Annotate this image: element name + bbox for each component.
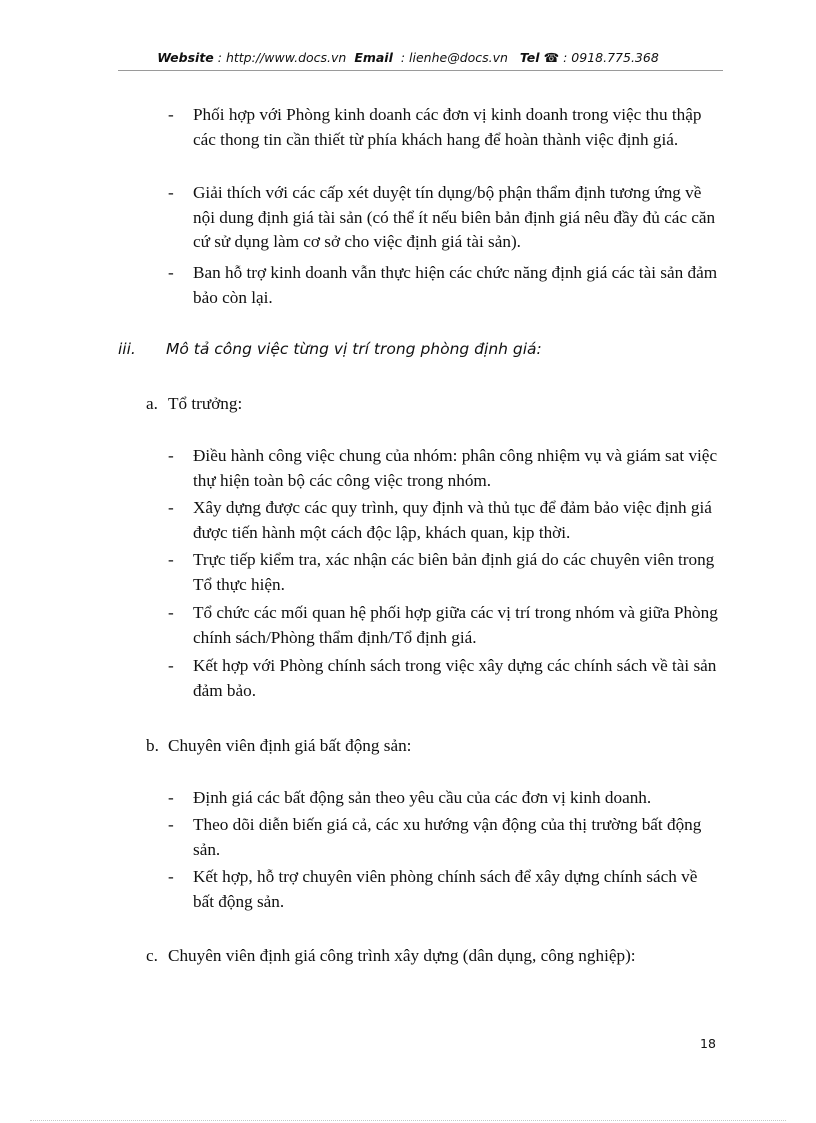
- list-item-text: Phối hợp với Phòng kinh doanh các đơn vị kinh doanh trong việc thu thập các thong tin cần thiết từ phía khách hang để hoàn thành việc định giá.: [193, 105, 702, 149]
- bullet-dash: -: [168, 815, 174, 834]
- list-item-text: Định giá các bất động sản theo yêu cầu của các đơn vị kinh doanh.: [193, 788, 652, 807]
- phone-icon: ☎: [543, 50, 560, 65]
- list-item: [168, 444, 721, 493]
- header-divider: [118, 70, 723, 71]
- section-heading: [118, 340, 542, 358]
- bullet-dash: -: [168, 656, 174, 675]
- page-number: 18: [700, 1036, 716, 1051]
- website-label: Website: [157, 50, 214, 65]
- list-item: [168, 813, 721, 862]
- bullet-dash: -: [168, 867, 174, 886]
- list-item-text: Xây dựng được các quy trình, quy định và thủ tục để đảm bảo việc định giá được tiến hành một cách độc lập, khách quan, kịp thời.: [193, 498, 712, 542]
- email-label: Email: [354, 50, 393, 65]
- bullet-dash: -: [168, 788, 174, 807]
- subsection-title: Chuyên viên định giá công trình xây dựng (dân dụng, công nghiệp):: [168, 946, 636, 965]
- list-item: [168, 261, 721, 310]
- tel-label: Tel: [519, 50, 540, 65]
- list-item: [168, 654, 721, 703]
- list-item: [168, 103, 721, 152]
- section-number: iii.: [118, 340, 136, 358]
- bullet-dash: -: [168, 263, 174, 282]
- list-item: [168, 865, 721, 914]
- footer-divider: [30, 1120, 786, 1121]
- subsection-letter: c.: [146, 946, 158, 965]
- subsection-letter: b.: [146, 736, 159, 755]
- subsection-heading-a: [146, 392, 242, 417]
- list-item: [168, 601, 721, 650]
- bullet-dash: -: [168, 446, 174, 465]
- list-item-text: Ban hỗ trợ kinh doanh vẫn thực hiện các chức năng định giá các tài sản đảm bảo còn lại.: [193, 263, 718, 307]
- list-item: [168, 496, 721, 545]
- subsection-title: Tổ trưởng:: [168, 394, 243, 413]
- list-item-text: Kết hợp, hỗ trợ chuyên viên phòng chính sách để xây dựng chính sách về bất động sản.: [193, 867, 698, 911]
- bullet-dash: -: [168, 498, 174, 517]
- bullet-dash: -: [168, 603, 174, 622]
- list-item-text: Theo dõi diễn biến giá cả, các xu hướng vận động của thị trường bất động sản.: [193, 815, 702, 859]
- bullet-dash: -: [168, 183, 174, 202]
- list-item: [168, 181, 721, 255]
- subsection-title: Chuyên viên định giá bất động sản:: [168, 736, 412, 755]
- bullet-dash: -: [168, 550, 174, 569]
- bullet-dash: -: [168, 105, 174, 124]
- subsection-letter: a.: [146, 394, 158, 413]
- list-item-text: Giải thích với các cấp xét duyệt tín dụng/bộ phận thẩm định tương ứng về nội dung định giá tài sản (có thể ít nếu biên bản định giá nêu đầy đủ các căn cứ sử dụng làm cơ sở cho việc định giá tài sản).: [193, 183, 716, 251]
- subsection-heading-c: [146, 944, 636, 969]
- list-item: [168, 548, 721, 597]
- subsection-heading-b: [146, 734, 411, 759]
- list-item-text: Điều hành công việc chung của nhóm: phân công nhiệm vụ và giám sat việc thự hiện toàn bộ các công việc trong nhóm.: [193, 446, 718, 490]
- website-value: : http://www.docs.vn: [217, 50, 347, 65]
- list-item-text: Tổ chức các mối quan hệ phối hợp giữa các vị trí trong nhóm và giữa Phòng chính sách/Phòng thẩm định/Tổ định giá.: [193, 603, 718, 647]
- section-title: Mô tả công việc từng vị trí trong phòng định giá:: [166, 340, 542, 358]
- email-value: : lienhe@docs.vn: [400, 50, 508, 65]
- list-item: [168, 786, 721, 811]
- list-item-text: Trực tiếp kiểm tra, xác nhận các biên bản định giá do các chuyên viên trong Tổ thực hiện.: [193, 550, 715, 594]
- page-header: [0, 50, 816, 65]
- tel-value: : 0918.775.368: [563, 50, 659, 65]
- list-item-text: Kết hợp với Phòng chính sách trong việc xây dựng các chính sách về tài sản đảm bảo.: [193, 656, 717, 700]
